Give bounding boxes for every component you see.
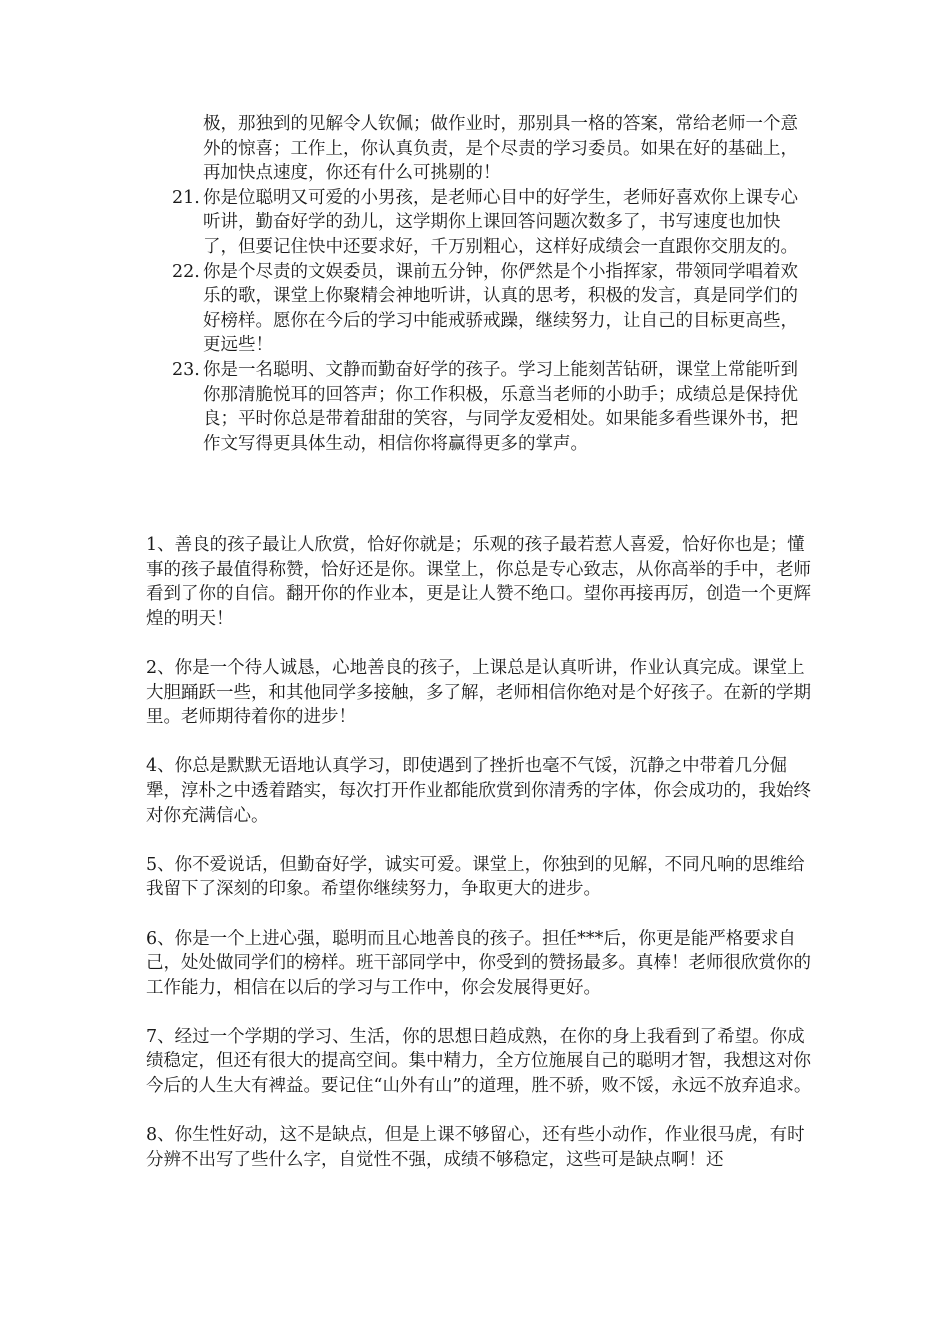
list-item-number: 22. (172, 261, 200, 282)
list-continuation-text: 极，那独到的见解令人钦佩；做作业时，那别具一格的答案，常给老师一个意外的惊喜；工作上，你认真负责，是个尽责的学习委员。如果在好的基础上，再加快点速度，你还有什么可挑剔的！ (203, 114, 798, 184)
comment-paragraph: 5、你不爱说话，但勤奋好学，诚实可爱。课堂上，你独到的见解，不同凡响的思维给我留下了深刻的印象。希望你继续努力，争取更大的进步。 (146, 854, 805, 900)
comment-paragraph: 6、你是一个上进心强，聪明而且心地善良的孩子。担任***后，你更是能严格要求自己，处处做同学们的榜样。班干部同学中，你受到的赞扬最多。真棒！老师很欣赏你的工作能力，相信在以后的学习与工作中，你会发展得更好。 (146, 928, 811, 998)
comment-paragraph: 1、善良的孩子最让人欣赏，恰好你就是；乐观的孩子最若惹人喜爱，恰好你也是；懂事的孩子最值得称赞，恰好还是你。课堂上，你总是专心致志，从你高举的手中，老师看到了你的自信。翻开你的作业本，更是让人赞不绝口。望你再接再厉，创造一个更辉煌的明天！ (146, 535, 811, 629)
list-item-text: 你是个尽责的文娱委员，课前五分钟，你俨然是个小指挥家，带领同学唱着欢乐的歌，课堂上你聚精会神地听讲，认真的思考，积极的发言，真是同学们的好榜样。愿你在今后的学习中能戒骄戒躁，继续努力，让自己的目标更高些，更远些！ (203, 261, 798, 356)
comment-paragraph: 2、你是一个待人诚恳，心地善良的孩子，上课总是认真听讲，作业认真完成。课堂上大胆踊跃一些，和其他同学多接触，多了解，老师相信你绝对是个好孩子。在新的学期里。老师期待着你的进步！ (146, 657, 811, 728)
comment-paragraphs (146, 533, 814, 1172)
list-item-text: 你是位聪明又可爱的小男孩，是老师心目中的好学生，老师好喜欢你上课专心听讲，勤奋好学的劲儿，这学期你上课回答问题次数多了，书写速度也加快了，但要记住快中还要求好，千万别粗心，这样好成绩会一直跟你交朋友的。 (203, 187, 798, 257)
comment-paragraph: 7、经过一个学期的学习、生活，你的思想日趋成熟，在你的身上我看到了希望。你成绩稳定，但还有很大的提高空间。集中精力，全方位施展自己的聪明才智，我想这对你今后的人生大有裨益。要记住“山外有山”的道理，胜不骄，败不馁，永远不放弃追求。 (146, 1026, 812, 1097)
list-item (172, 186, 812, 260)
list-item-number: 23. (172, 359, 200, 380)
list-item (172, 358, 812, 456)
list-item-text: 你是一名聪明、文静而勤奋好学的孩子。学习上能刻苦钻研，课堂上常能听到你那清脆悦耳的回答声；你工作积极，乐意当老师的小助手；成绩总是保持优良；平时你总是带着甜甜的笑容，与同学友爱相处。如果能多看些课外书，把作文写得更具体生动，相信你将赢得更多的掌声。 (203, 359, 798, 454)
list-item (172, 260, 812, 358)
comment-paragraph: 8、你生性好动，这不是缺点，但是上课不够留心，还有些小动作，作业很马虎，有时分辨不出写了些什么字，自觉性不强，成绩不够稳定，这些可是缺点啊！还 (146, 1125, 805, 1170)
numbered-comment-list (172, 112, 812, 456)
comment-paragraph: 4、你总是默默无语地认真学习，即使遇到了挫折也毫不气馁，沉静之中带着几分倔犟，淳朴之中透着踏实，每次打开作业都能欣赏到你清秀的字体，你会成功的，我始终对你充满信心。 (146, 756, 811, 826)
list-item-number: 21. (172, 187, 200, 208)
